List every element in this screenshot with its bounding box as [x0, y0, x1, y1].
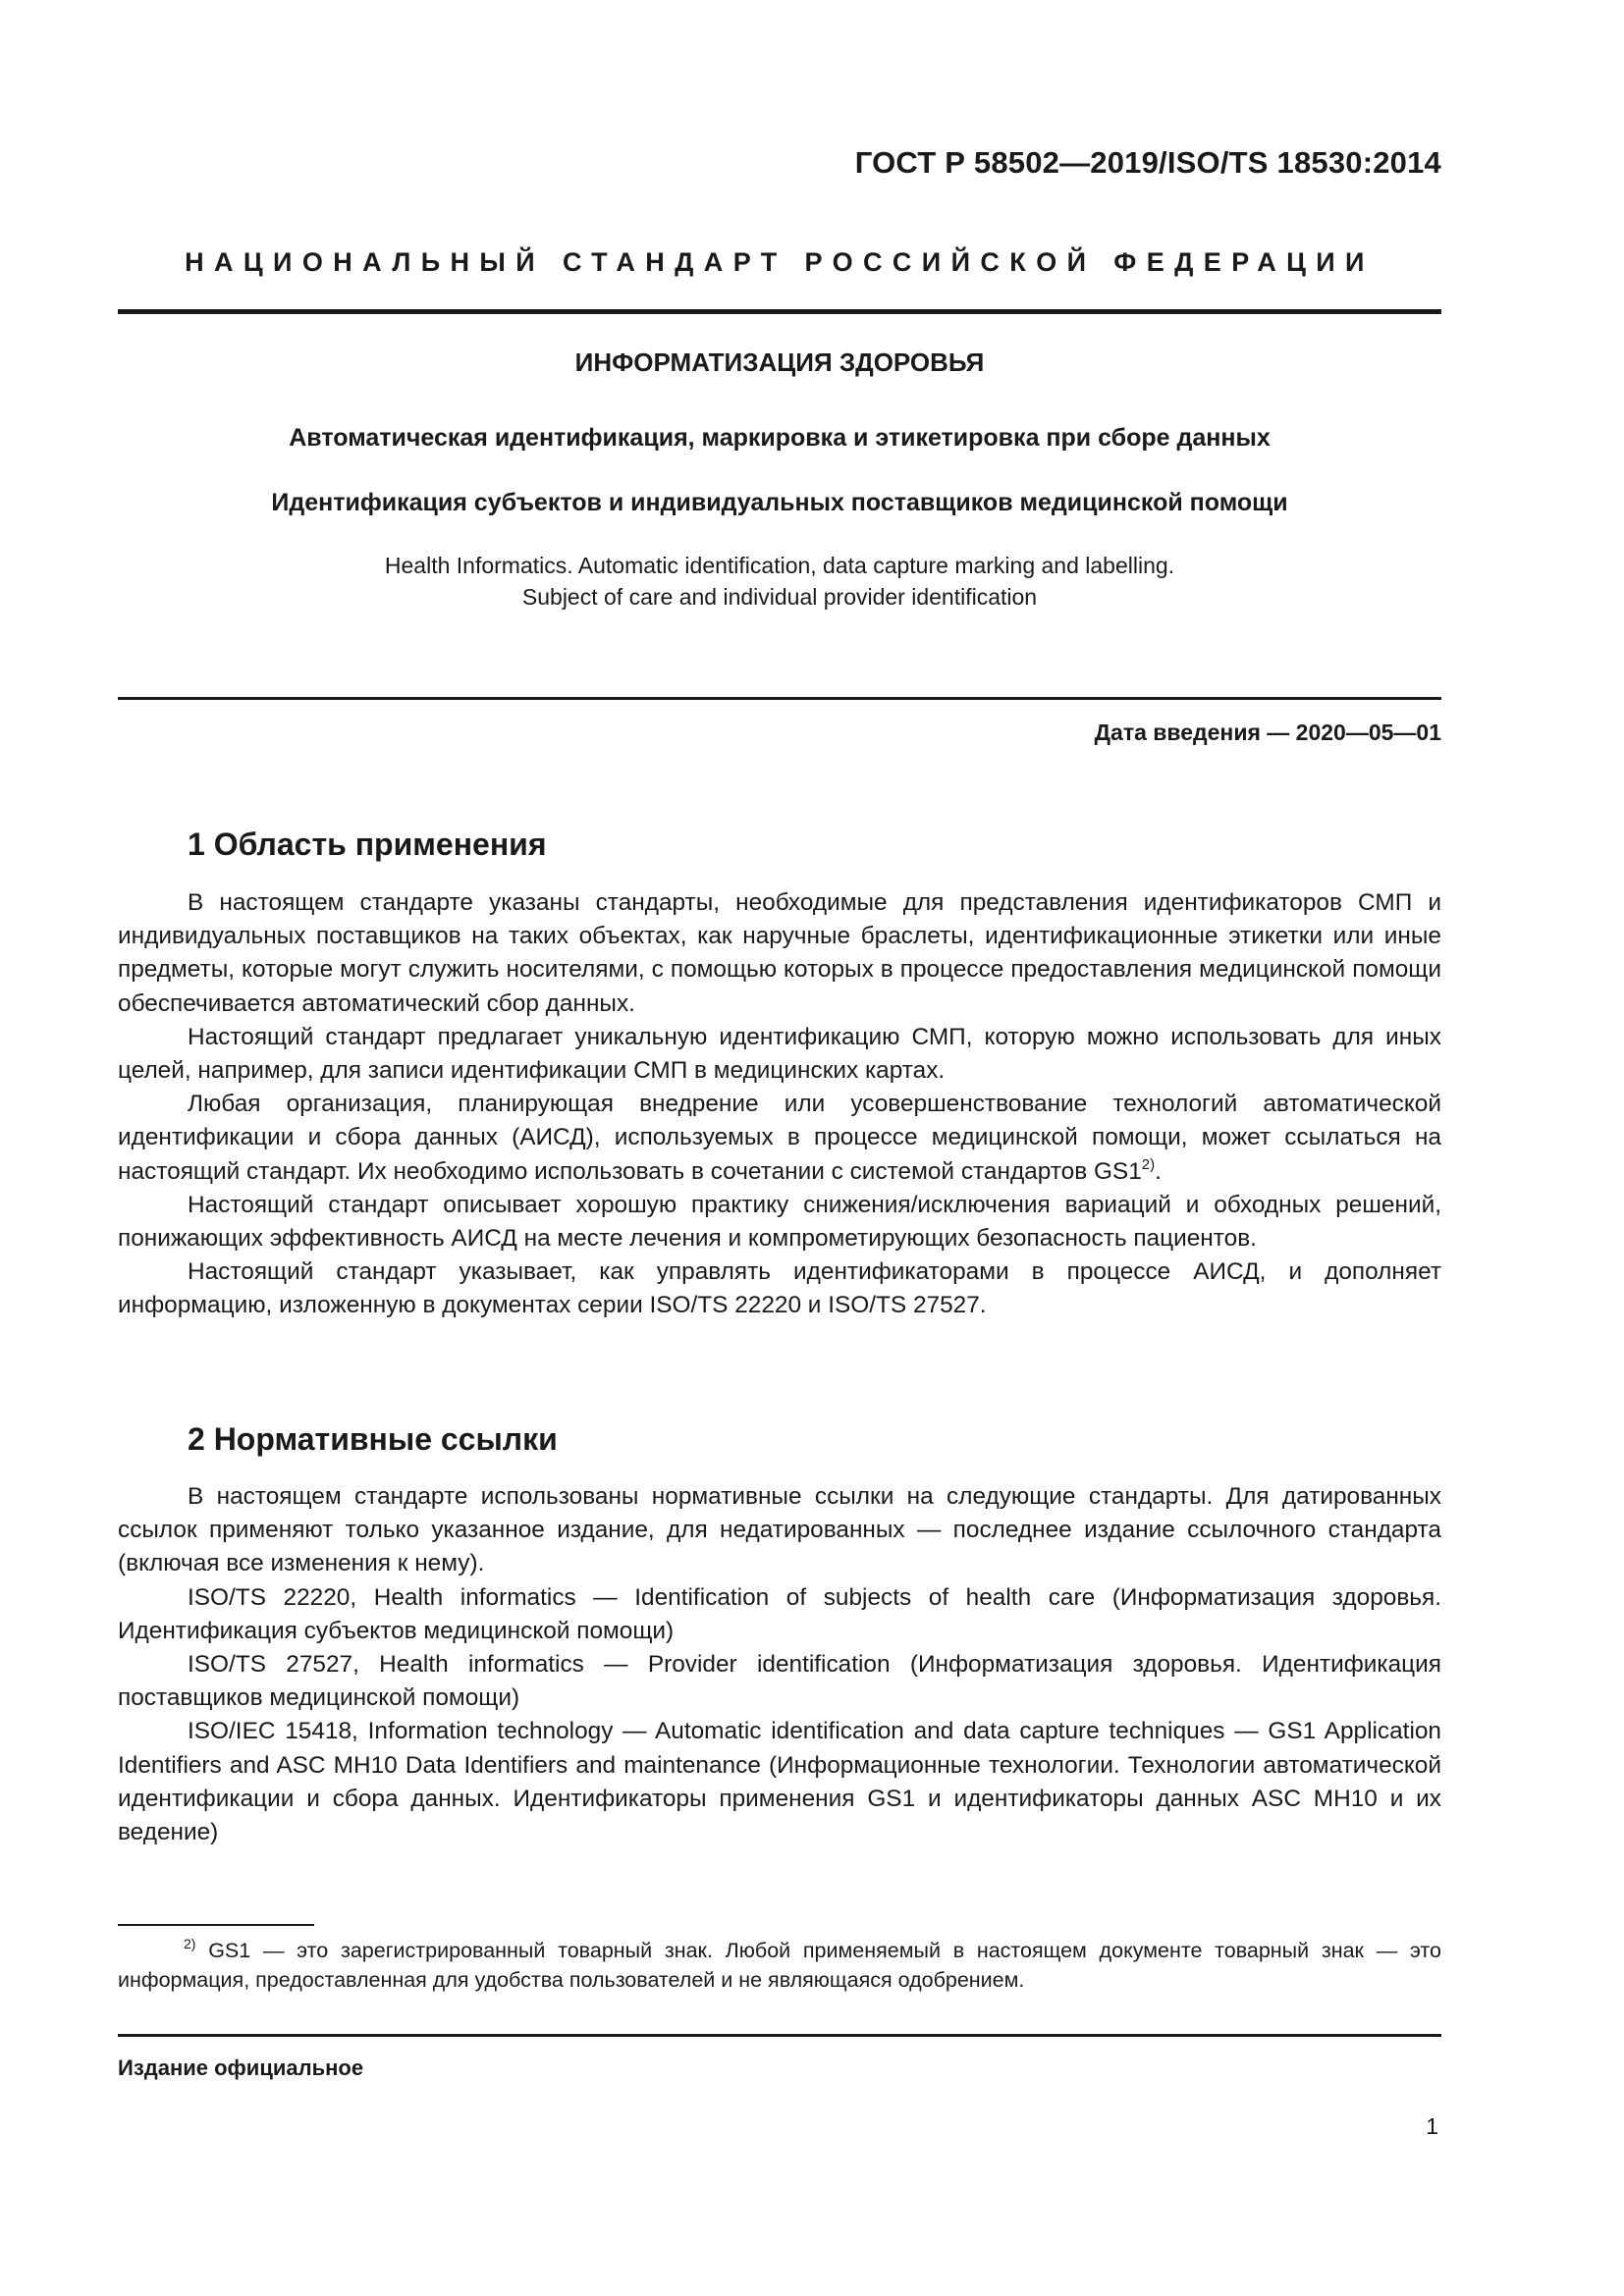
paragraph: В настоящем стандарте использованы нормативные ссылки на следующие стандарты. Для датированных ссылок применяют только указанное издание, для недатированных — последнее издание ссылочного стандарта (включая все изменения к нему). — [118, 1483, 1441, 1577]
paragraph-end: . — [1155, 1157, 1162, 1185]
section-2-body — [118, 1480, 1441, 1849]
document-subtitle-2: Идентификация субъектов и индивидуальных поставщиков медицинской помощи — [271, 489, 1288, 516]
footnote-reference: 2) — [1141, 1155, 1156, 1173]
page-number: 1 — [1426, 2113, 1438, 2139]
introduction-date: Дата введения — 2020—05—01 — [1094, 720, 1441, 745]
section-1-body — [118, 886, 1441, 1323]
footnote — [118, 1936, 1441, 1995]
standard-number: ГОСТ Р 58502—2019/ISO/TS 18530:2014 — [854, 145, 1441, 180]
footnote-separator — [118, 1924, 314, 1926]
english-title-line-1: Health Informatics. Automatic identification, data capture marking and labelling. — [384, 553, 1175, 578]
reference-entry: ISO/TS 22220, Health informatics — Identification of subjects of health care (Информатизация здоровья. Идентификация субъектов медицинской помощи) — [118, 1583, 1441, 1644]
footnote-marker: 2) — [184, 1936, 196, 1951]
paragraph: Настоящий стандарт указывает, как управлять идентификаторами в процессе АИСД, и дополняет информацию, изложенную в документах серии ISO/TS 22220 и ISO/TS 27527. — [118, 1258, 1441, 1319]
footnote-text: GS1 — это зарегистрированный товарный знак. Любой применяемый в настоящем документе товарный знак — это информация, предоставленная для удобства пользователей и не являющаяся одобрением. — [118, 1939, 1441, 1992]
national-standard-banner: НАЦИОНАЛЬНЫЙ СТАНДАРТ РОССИЙСКОЙ ФЕДЕРАЦИИ — [185, 247, 1375, 277]
document-title: ИНФОРМАТИЗАЦИЯ ЗДОРОВЬЯ — [574, 347, 985, 377]
section-2-heading: 2 Нормативные ссылки — [188, 1421, 558, 1457]
edition-label: Издание официальное — [118, 2056, 364, 2080]
title-rule — [118, 697, 1441, 700]
paragraph — [118, 1088, 1441, 1189]
document-subtitle-1: Автоматическая идентификация, маркировка и этикетировка при сборе данных — [289, 424, 1271, 452]
paragraph-text: Любая организация, планирующая внедрение или усовершенствование технологий автоматической идентификации и сбора данных (АИСД), используемых в процессе медицинской помощи, может ссылаться на настоящий стандарт. Их необходимо использовать в сочетании с системой стандартов GS1 — [118, 1091, 1441, 1185]
paragraph: В настоящем стандарте указаны стандарты, необходимые для представления идентификаторов СМП и индивидуальных поставщиков на таких объектах, как наручные браслеты, идентификационные этикетки или иные предметы, которые могут служить носителями, с помощью которых в процессе предоставления медицинской помощи обеспечивается автоматический сбор данных. — [118, 889, 1441, 1017]
english-title-line-2: Subject of care and individual provider identification — [521, 584, 1038, 610]
paragraph: Настоящий стандарт описывает хорошую практику снижения/исключения вариаций и обходных решений, понижающих эффективность АИСД на месте лечения и компрометирующих безопасность пациентов. — [118, 1191, 1441, 1253]
reference-entry: ISO/TS 27527, Health informatics — Provider identification (Информатизация здоровья. Идентификация поставщиков медицинской помощи) — [118, 1651, 1441, 1712]
section-1-heading: 1 Область применения — [188, 827, 547, 862]
header-rule — [118, 309, 1441, 314]
footer-rule — [118, 2034, 1441, 2037]
reference-entry: ISO/IEC 15418, Information technology — Automatic identification and data capture techniques — GS1 Application Identifiers and ASC MH10 Data Identifiers and maintenance (Информационные технологии. Технологии автоматической идентификации и сбора данных. Идентификаторы применения GS1 и идентификаторы данных ASC MH10 и их ведение) — [118, 1718, 1441, 1846]
english-title — [118, 550, 1441, 613]
paragraph: Настоящий стандарт предлагает уникальную идентификацию СМП, которую можно использовать для иных целей, например, для записи идентификации СМП в медицинских картах. — [118, 1023, 1441, 1085]
